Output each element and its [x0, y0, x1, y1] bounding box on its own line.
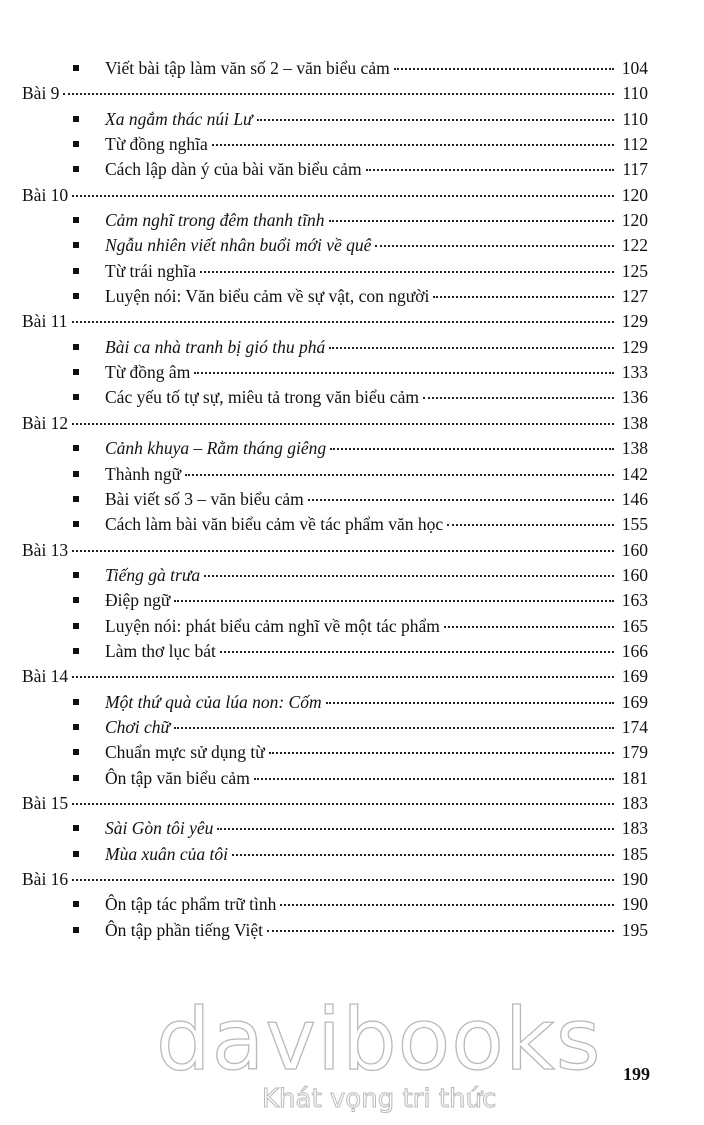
- toc-page-number: 181: [621, 767, 648, 788]
- toc-title: Cảm nghĩ trong đêm thanh tĩnh: [105, 210, 325, 231]
- toc-page-number: 133: [621, 362, 648, 383]
- dot-leader: [174, 727, 614, 729]
- toc-item-row: [0, 639, 704, 664]
- toc-entry: [105, 107, 648, 132]
- toc-page-number: 125: [621, 260, 648, 281]
- toc-entry: [105, 335, 648, 360]
- bullet-square-icon: [73, 775, 79, 781]
- dot-leader: [72, 550, 614, 552]
- bullet-square-icon: [73, 471, 79, 477]
- toc-title: Bài 9: [22, 83, 60, 104]
- toc-item-row: [0, 766, 704, 791]
- toc-entry: [105, 132, 648, 157]
- toc-item-row: [0, 436, 704, 461]
- dot-leader: [194, 372, 614, 374]
- toc-title: Cảnh khuya – Rằm tháng giêng: [105, 438, 327, 459]
- toc-entry: [105, 56, 648, 81]
- toc-title: Ôn tập phần tiếng Việt: [105, 919, 264, 940]
- toc-page-number: 160: [621, 539, 648, 560]
- dot-leader: [72, 676, 614, 678]
- bullet-square-icon: [73, 217, 79, 223]
- toc-item-row: [0, 614, 704, 639]
- toc-entry: [22, 183, 648, 208]
- toc-item-row: [0, 385, 704, 410]
- bullet-square-icon: [73, 851, 79, 857]
- bullet-square-icon: [73, 496, 79, 502]
- bullet-square-icon: [73, 65, 79, 71]
- toc-item-row: [0, 132, 704, 157]
- toc-section-row: [0, 791, 704, 816]
- toc-title: Từ đồng âm: [105, 362, 191, 383]
- toc-page-number: 166: [621, 640, 648, 661]
- toc-page-number: 165: [621, 615, 648, 636]
- toc-entry: [105, 157, 648, 182]
- toc-page-number: 185: [621, 843, 648, 864]
- toc-entry: [105, 462, 648, 487]
- toc-page-number: 129: [621, 336, 648, 357]
- toc-title: Luyện nói: phát biểu cảm nghĩ về một tác phẩm: [105, 615, 440, 636]
- toc-item-row: [0, 157, 704, 182]
- toc-page-number: 183: [621, 818, 648, 839]
- toc-title: Bài 12: [22, 412, 69, 433]
- toc-entry: [105, 512, 648, 537]
- dot-leader: [444, 626, 614, 628]
- toc-title: Sài Gòn tôi yêu: [105, 818, 214, 839]
- bullet-square-icon: [73, 293, 79, 299]
- toc-item-row: [0, 284, 704, 309]
- toc-entry: [22, 867, 648, 892]
- bullet-square-icon: [73, 572, 79, 578]
- toc-page-number: 138: [621, 438, 648, 459]
- bullet-square-icon: [73, 623, 79, 629]
- toc-item-row: [0, 259, 704, 284]
- dot-leader: [447, 524, 614, 526]
- toc-page-number: 122: [621, 235, 648, 256]
- toc-page-number: 169: [621, 666, 648, 687]
- dot-leader: [269, 752, 614, 754]
- toc-item-row: [0, 892, 704, 917]
- dot-leader: [329, 347, 614, 349]
- watermark-tagline: Khát vọng tri thức: [262, 1084, 497, 1114]
- toc-item-row: [0, 56, 704, 81]
- toc-entry: [22, 81, 648, 106]
- dot-leader: [200, 271, 614, 273]
- bullet-square-icon: [73, 166, 79, 172]
- toc-page-number: 163: [621, 590, 648, 611]
- bullet-square-icon: [73, 116, 79, 122]
- toc-item-row: [0, 842, 704, 867]
- toc-title: Mùa xuân của tôi: [105, 843, 228, 864]
- toc-entry: [105, 233, 648, 258]
- toc-item-row: [0, 487, 704, 512]
- toc-page-number: 138: [621, 412, 648, 433]
- toc-section-row: [0, 411, 704, 436]
- toc-entry: [22, 664, 648, 689]
- dot-leader: [63, 93, 614, 95]
- toc-page-number: 142: [621, 463, 648, 484]
- toc-page-number: 155: [621, 514, 648, 535]
- dot-leader: [72, 195, 614, 197]
- toc-entry: [105, 766, 648, 791]
- toc-entry: [22, 411, 648, 436]
- toc-title: Một thứ quà của lúa non: Cốm: [105, 691, 322, 712]
- toc-item-row: [0, 715, 704, 740]
- toc-entry: [105, 740, 648, 765]
- toc-entry: [105, 588, 648, 613]
- bullet-square-icon: [73, 141, 79, 147]
- toc-title: Cách làm bài văn biểu cảm về tác phẩm văn học: [105, 514, 444, 535]
- toc-item-row: [0, 690, 704, 715]
- toc-section-row: [0, 867, 704, 892]
- toc-page-number: 120: [621, 210, 648, 231]
- toc-page-number: 136: [621, 387, 648, 408]
- toc-title: Từ trái nghĩa: [105, 260, 197, 281]
- toc-item-row: [0, 563, 704, 588]
- toc-title: Thành ngữ: [105, 463, 182, 484]
- page-number: 199: [623, 1064, 650, 1084]
- table-of-contents: [0, 56, 704, 943]
- toc-title: Chơi chữ: [105, 716, 171, 737]
- toc-title: Cách lập dàn ý của bài văn biểu cảm: [105, 159, 362, 180]
- dot-leader: [232, 854, 614, 856]
- toc-item-row: [0, 918, 704, 943]
- bullet-square-icon: [73, 344, 79, 350]
- bullet-square-icon: [73, 825, 79, 831]
- dot-leader: [423, 397, 614, 399]
- dot-leader: [280, 904, 614, 906]
- dot-leader: [212, 144, 614, 146]
- dot-leader: [185, 474, 614, 476]
- toc-page-number: 110: [622, 108, 648, 129]
- toc-entry: [105, 563, 648, 588]
- toc-entry: [105, 487, 648, 512]
- dot-leader: [204, 575, 614, 577]
- toc-item-row: [0, 512, 704, 537]
- toc-entry: [105, 259, 648, 284]
- toc-page-number: 179: [621, 742, 648, 763]
- toc-page-number: 127: [621, 286, 648, 307]
- toc-section-row: [0, 538, 704, 563]
- toc-title: Viết bài tập làm văn số 2 – văn biểu cảm: [105, 58, 390, 78]
- toc-entry: [105, 385, 648, 410]
- toc-entry: [105, 360, 648, 385]
- dot-leader: [72, 321, 614, 323]
- toc-item-row: [0, 740, 704, 765]
- toc-entry: [105, 208, 648, 233]
- dot-leader: [217, 828, 614, 830]
- toc-page-number: 174: [621, 716, 648, 737]
- toc-item-row: [0, 107, 704, 132]
- toc-entry: [105, 614, 648, 639]
- toc-title: Làm thơ lục bát: [105, 640, 216, 661]
- bullet-square-icon: [73, 699, 79, 705]
- toc-title: Bài viết số 3 – văn biểu cảm: [105, 488, 304, 509]
- dot-leader: [72, 803, 614, 805]
- watermark-brand-logo: davibooks: [156, 990, 602, 1090]
- bullet-square-icon: [73, 724, 79, 730]
- toc-title: Ôn tập tác phẩm trữ tình: [105, 894, 277, 915]
- toc-section-row: [0, 81, 704, 106]
- dot-leader: [366, 169, 614, 171]
- toc-title: Luyện nói: Văn biểu cảm về sự vật, con người: [105, 286, 430, 307]
- toc-page-number: 120: [621, 184, 648, 205]
- dot-leader: [220, 651, 614, 653]
- toc-page-number: 129: [621, 311, 648, 332]
- toc-entry: [22, 791, 648, 816]
- toc-section-row: [0, 183, 704, 208]
- toc-item-row: [0, 233, 704, 258]
- dot-leader: [254, 778, 614, 780]
- toc-entry: [105, 918, 648, 943]
- toc-page-number: 160: [621, 564, 648, 585]
- toc-entry: [105, 639, 648, 664]
- toc-item-row: [0, 816, 704, 841]
- toc-title: Bài 15: [22, 792, 69, 813]
- toc-page-number: 195: [621, 919, 648, 940]
- bullet-square-icon: [73, 242, 79, 248]
- toc-entry: [22, 309, 648, 334]
- dot-leader: [326, 702, 614, 704]
- toc-entry: [105, 842, 648, 867]
- dot-leader: [267, 930, 614, 932]
- toc-entry: [105, 436, 648, 461]
- toc-section-row: [0, 664, 704, 689]
- toc-title: Tiếng gà trưa: [105, 564, 201, 585]
- bullet-square-icon: [73, 597, 79, 603]
- toc-page-number: 190: [621, 869, 648, 889]
- dot-leader: [375, 245, 614, 247]
- dot-leader: [72, 423, 614, 425]
- toc-title: Bài 13: [22, 539, 69, 560]
- dot-leader: [329, 220, 614, 222]
- bullet-square-icon: [73, 749, 79, 755]
- toc-page-number: 146: [621, 488, 648, 509]
- bullet-square-icon: [73, 648, 79, 654]
- toc-page-number: 190: [621, 894, 648, 915]
- toc-page-number: 169: [621, 691, 648, 712]
- toc-title: Các yếu tố tự sự, miêu tả trong văn biểu cảm: [105, 387, 419, 408]
- dot-leader: [308, 499, 614, 501]
- toc-page-number: 112: [622, 134, 648, 155]
- bullet-square-icon: [73, 901, 79, 907]
- toc-entry: [105, 892, 648, 917]
- dot-leader: [394, 68, 614, 70]
- toc-item-row: [0, 335, 704, 360]
- toc-entry: [105, 715, 648, 740]
- dot-leader: [72, 879, 614, 881]
- dot-leader: [257, 119, 614, 121]
- toc-entry: [105, 284, 648, 309]
- toc-item-row: [0, 462, 704, 487]
- bullet-square-icon: [73, 927, 79, 933]
- toc-title: Chuẩn mực sử dụng từ: [105, 742, 265, 763]
- toc-title: Ôn tập văn biểu cảm: [105, 767, 250, 788]
- toc-title: Bài 16: [22, 869, 69, 889]
- toc-title: Bài 14: [22, 666, 69, 687]
- toc-page-number: 104: [621, 58, 648, 78]
- bullet-square-icon: [73, 521, 79, 527]
- toc-item-row: [0, 360, 704, 385]
- bullet-square-icon: [73, 369, 79, 375]
- toc-item-row: [0, 208, 704, 233]
- bullet-square-icon: [73, 394, 79, 400]
- dot-leader: [330, 448, 614, 450]
- toc-section-row: [0, 309, 704, 334]
- bullet-square-icon: [73, 445, 79, 451]
- dot-leader: [174, 600, 614, 602]
- toc-title: Bài ca nhà tranh bị gió thu phá: [105, 336, 326, 357]
- toc-page-number: 183: [621, 792, 648, 813]
- toc-title: Điệp ngữ: [105, 590, 171, 611]
- toc-title: Bài 10: [22, 184, 69, 205]
- bullet-square-icon: [73, 268, 79, 274]
- toc-page-number: 110: [622, 83, 648, 104]
- toc-entry: [105, 690, 648, 715]
- toc-title: Bài 11: [22, 311, 68, 332]
- dot-leader: [433, 296, 614, 298]
- toc-entry: [105, 816, 648, 841]
- toc-item-row: [0, 588, 704, 613]
- toc-entry: [22, 538, 648, 563]
- toc-page-number: 117: [622, 159, 648, 180]
- toc-title: Xa ngắm thác núi Lư: [105, 108, 253, 129]
- toc-title: Từ đồng nghĩa: [105, 134, 208, 155]
- toc-title: Ngẫu nhiên viết nhân buổi mới về quê: [105, 235, 372, 256]
